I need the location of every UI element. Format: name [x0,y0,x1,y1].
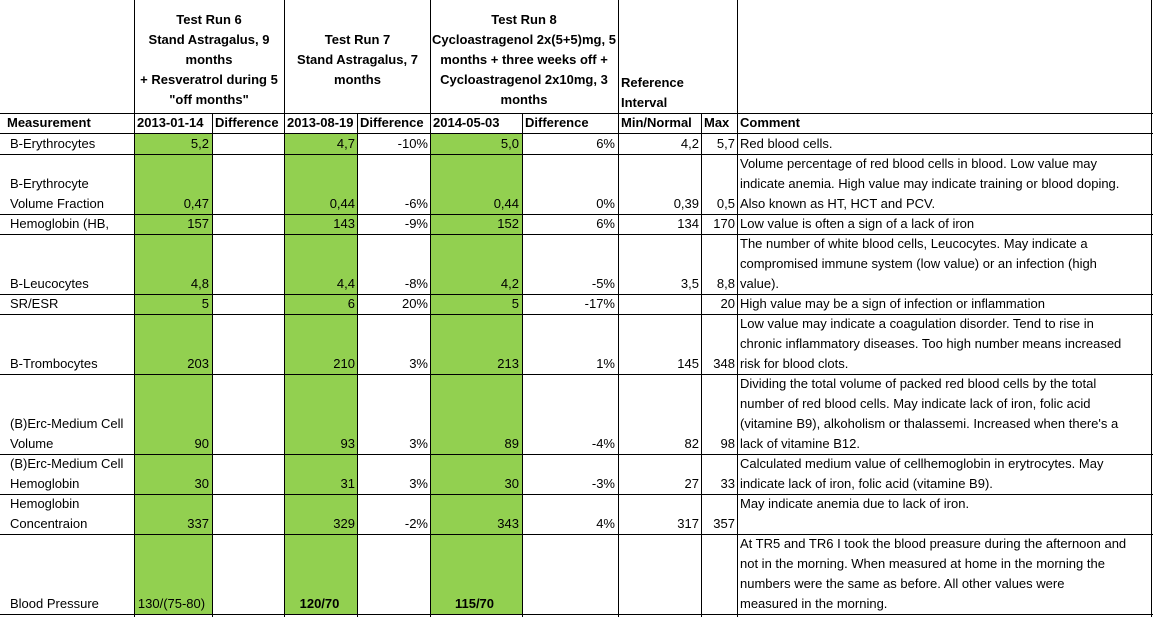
row-max: 0,5 [716,196,735,211]
row-value-run7: 210 [333,356,355,371]
row-difference-run8: 1% [596,356,615,371]
row-measurement-name: Hemoglobin Concentraion [10,496,88,531]
row-difference-run7: 3% [409,356,428,371]
grid-line [618,0,619,617]
row-value-run8: 115/70 [454,596,495,611]
row-min-normal: 145 [677,356,699,371]
row-min-normal: 317 [677,516,699,531]
row-difference-run8: -5% [591,276,615,291]
col-comment: Comment [740,115,800,130]
row-value-run6: 157 [187,216,209,231]
row-min-normal [618,294,702,314]
row-value-run8: 30 [504,476,519,491]
row-value-run7: 0,44 [329,196,355,211]
row-measurement-name: B-Trombocytes [10,356,98,371]
grid-line [134,0,135,617]
row-value-run7: 143 [333,216,355,231]
row-value-run6: 0,47 [183,196,209,211]
row-value-run8: 5,0 [500,136,519,151]
col-min-normal: Min/Normal [621,115,692,130]
row-comment: At TR5 and TR6 I took the blood preasure during the afternoon and not in the morning. When measured at home in the morning the numbers were the same as before. All other values were measured in the morning. [740,536,1127,611]
row-value-run7: 6 [347,296,355,311]
row-min-normal [618,534,702,614]
row-difference-run8: 6% [596,136,615,151]
row-difference-run7: -10% [397,136,428,151]
col-max: Max [704,115,730,130]
row-difference-run7: 20% [401,296,428,311]
row-value-run7: 120/70 [299,596,340,611]
row-value-run6: 203 [187,356,209,371]
row-value-run7: 31 [340,476,355,491]
row-measurement-name: (B)Erc-Medium Cell Hemoglobin [10,456,124,491]
row-min-normal: 4,2 [680,136,699,151]
row-difference-run8: -4% [591,436,615,451]
grid-line [0,314,1153,315]
row-difference-run7: -8% [404,276,428,291]
row-measurement-name: Hemoglobin (HB, [10,216,109,231]
row-value-run8: 0,44 [493,196,519,211]
row-difference-run8: -17% [584,296,615,311]
grid-line [0,374,1153,375]
row-measurement-name: Blood Pressure [10,596,99,611]
row-value-run8: 4,2 [500,276,519,291]
grid-line [701,113,702,617]
row-difference-run8: 4% [596,516,615,531]
grid-line [212,113,213,617]
header-run6: Test Run 6 Stand Astragalus, 9 months + Resveratrol during 5 "off months" [140,12,278,107]
row-value-run6: 90 [194,436,209,451]
grid-line [0,234,1153,235]
row-difference-run7: 3% [409,476,428,491]
grid-line [737,0,738,617]
row-value-run6: 4,8 [190,276,209,291]
col-difference-run6: Difference [215,115,279,130]
header-reference-interval: Reference Interval [621,75,684,110]
row-comment: Low value may indicate a coagulation disorder. Tend to rise in chronic inflammatory diseases. Too high number means increased risk for blood clots. [740,316,1122,371]
row-value-run6: 5,2 [190,136,209,151]
grid-line [0,294,1153,295]
grid-line [0,113,1153,114]
row-comment: Dividing the total volume of packed red blood cells by the total number of red blood cells. May indicate lack of iron, folic acid (vitamine B9), alkoholism or thalassemi. Increased when there's a lack of vitamine B12. [740,376,1119,451]
row-difference-run8: 6% [596,216,615,231]
row-max: 5,7 [716,136,735,151]
col-date-run8: 2014-05-03 [433,115,500,130]
col-difference-run8: Difference [525,115,589,130]
row-difference-run7: -6% [404,196,428,211]
row-measurement-name: SR/ESR [10,296,59,311]
row-difference-run8: 0% [596,196,615,211]
row-value-run8: 152 [497,216,519,231]
row-value-run7: 4,7 [336,136,355,151]
row-difference-run7: -2% [404,516,428,531]
row-measurement-name: B-Leucocytes [10,276,89,291]
row-measurement-name: B-Erythrocyte Volume Fraction [10,176,104,211]
row-difference-run8: -3% [591,476,615,491]
col-measurement: Measurement [7,115,91,130]
grid-line [0,154,1153,155]
header-run7: Test Run 7 Stand Astragalus, 7 months [297,32,418,87]
row-comment: The number of white blood cells, Leucocytes. May indicate a compromised immune system (low value) or an infection (high value). [740,236,1097,291]
row-min-normal: 3,5 [680,276,699,291]
row-measurement-name: (B)Erc-Medium Cell Volume [10,416,124,451]
grid-line [1151,0,1152,617]
col-difference-run7: Difference [360,115,424,130]
grid-line [0,214,1153,215]
grid-line [430,0,431,617]
row-comment: Volume percentage of red blood cells in blood. Low value may indicate anemia. High value may indicate training or blood doping. Also known as HT, HCT and PCV. [740,156,1120,211]
row-comment: High value may be a sign of infection or inflammation [740,296,1045,311]
row-value-run7: 93 [340,436,355,451]
row-min-normal: 82 [684,436,699,451]
row-value-run6: 30 [194,476,209,491]
row-value-run8: 89 [504,436,519,451]
row-difference-run7: -9% [404,216,428,231]
row-difference-run7: 3% [409,436,428,451]
grid-line [0,614,1153,615]
row-comment: Low value is often a sign of a lack of iron [740,216,975,231]
grid-line [357,113,358,617]
col-date-run6: 2013-01-14 [137,115,204,130]
row-difference-run7 [357,534,431,614]
row-value-run7: 329 [333,516,355,531]
grid-line [0,133,1153,134]
row-max: 348 [713,356,735,371]
row-comment: Red blood cells. [740,136,833,151]
row-value-run8: 213 [497,356,519,371]
grid-line [0,494,1153,495]
row-value-run6: 130/(75-80) [137,596,206,611]
grid-line [0,534,1153,535]
row-min-normal: 27 [684,476,699,491]
row-comment: Calculated medium value of cellhemoglobin in erytrocytes. May indicate lack of iron, folic acid (vitamine B9). [740,456,1104,491]
row-max: 170 [713,216,735,231]
header-run8: Test Run 8 Cycloastragenol 2x(5+5)mg, 5 months + three weeks off + Cycloastragenol 2x10mg, 3 months [432,12,616,107]
row-max: 8,8 [716,276,735,291]
row-max: 33 [720,476,735,491]
row-max: 98 [720,436,735,451]
row-value-run8: 5 [511,296,519,311]
grid-line [0,454,1153,455]
row-max: 20 [720,296,735,311]
row-min-normal: 0,39 [673,196,699,211]
row-max [701,534,738,614]
row-difference-run8 [522,534,618,614]
row-max: 357 [713,516,735,531]
row-min-normal: 134 [677,216,699,231]
row-measurement-name: B-Erythrocytes [10,136,96,151]
grid-line [522,113,523,617]
grid-line [284,0,285,617]
col-date-run7: 2013-08-19 [287,115,354,130]
row-comment: May indicate anemia due to lack of iron. [740,496,970,511]
row-value-run8: 343 [497,516,519,531]
row-value-run6: 5 [201,296,209,311]
row-value-run7: 4,4 [336,276,355,291]
row-value-run6: 337 [187,516,209,531]
